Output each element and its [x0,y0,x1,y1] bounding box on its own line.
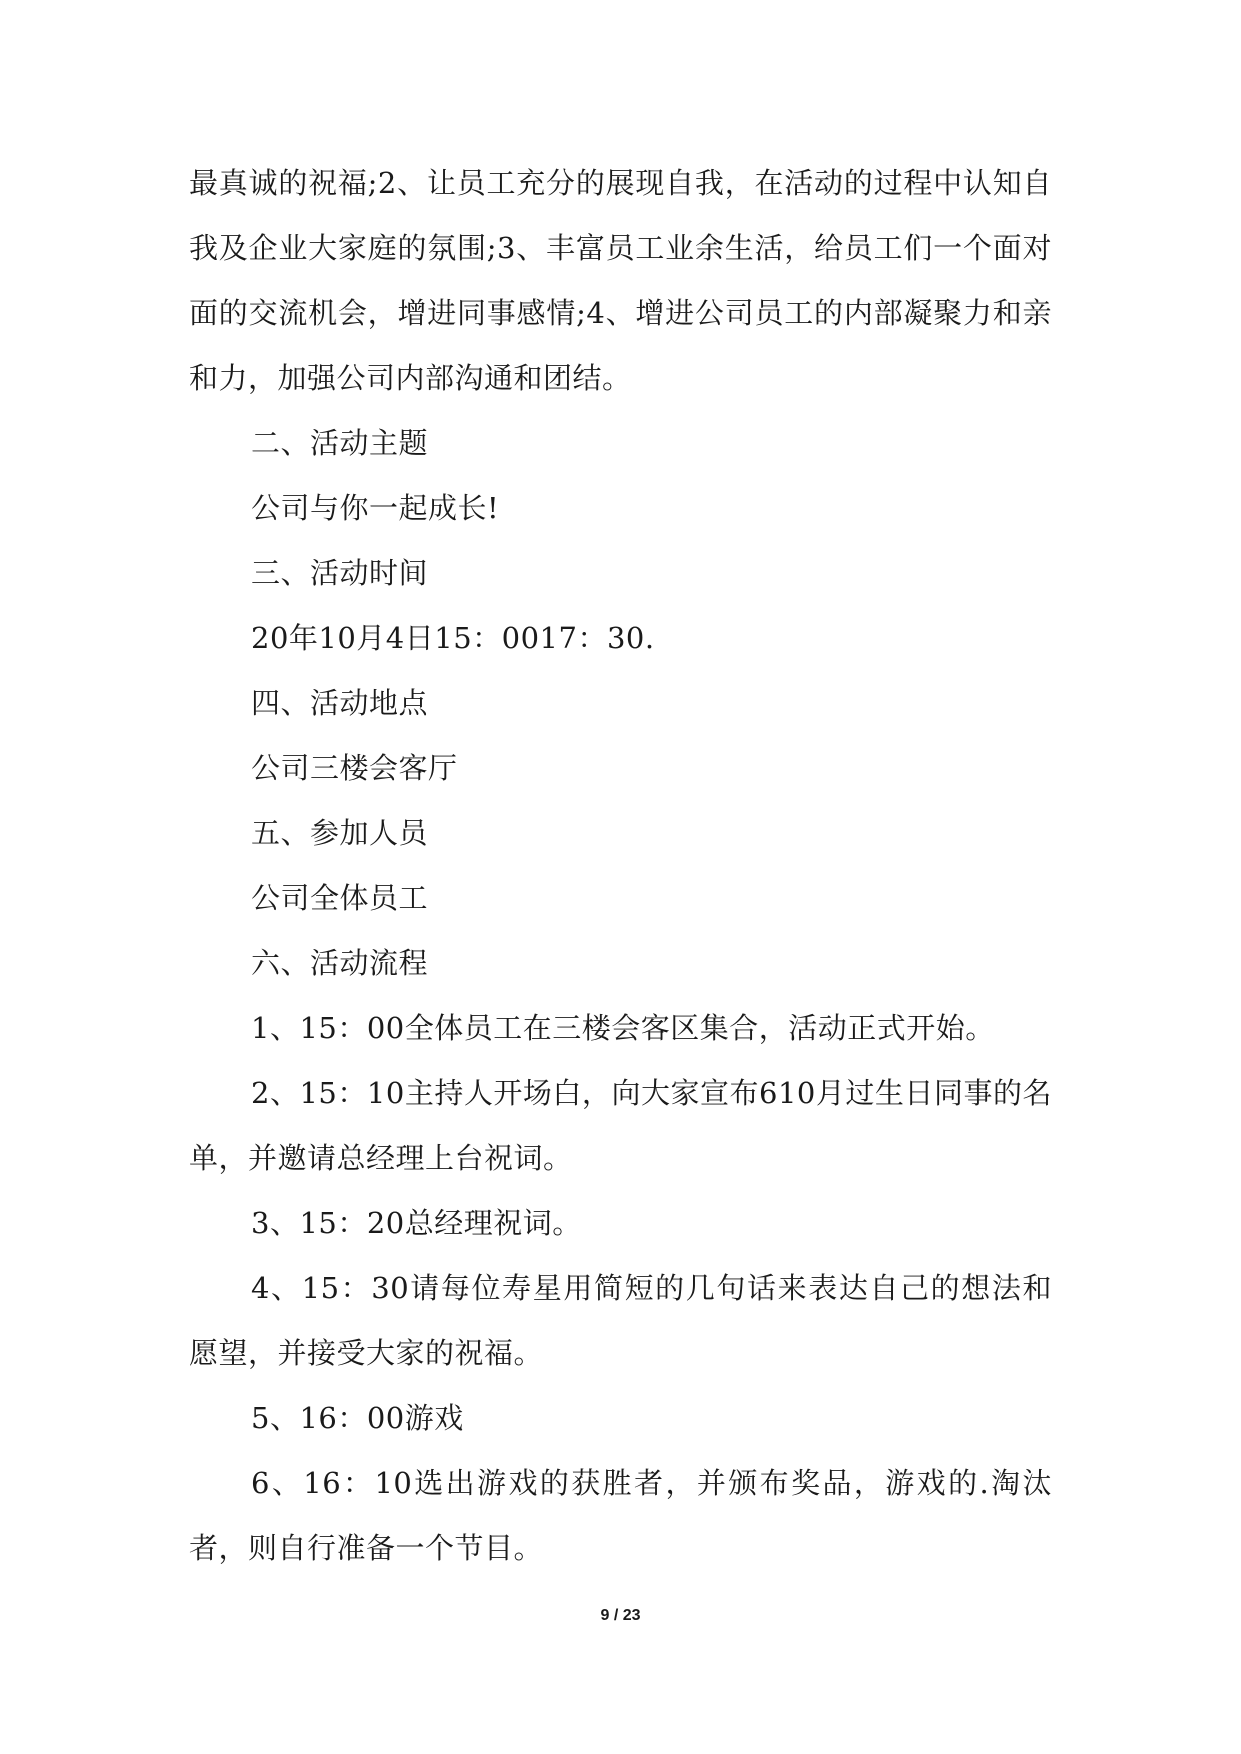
document-body [189,151,1052,1581]
section-heading-time: 三、活动时间 [251,556,429,590]
paragraph-location: 公司三楼会客厅 [251,751,458,785]
process-step-5: 5、16：00游戏 [251,1401,464,1435]
page-number: 9 / 23 [600,1607,641,1624]
section-heading-theme: 二、活动主题 [251,426,429,460]
process-step-4: 4、15：30请每位寿星用简短的几句话来表达自己的想法和愿望，并接受大家的祝福。 [189,1271,1052,1370]
section-heading-location: 四、活动地点 [251,686,429,720]
paragraph-time: 20年10月4日15：0017：30. [251,621,655,655]
section-heading-participants: 五、参加人员 [251,816,429,850]
paragraph-participants: 公司全体员工 [251,881,429,915]
process-step-1: 1、15：00全体员工在三楼会客区集合，活动正式开始。 [251,1011,995,1045]
paragraph-theme: 公司与你一起成长! [251,491,500,525]
process-step-6: 6、16：10选出游戏的获胜者，并颁布奖品，游戏的.淘汰者，则自行准备一个节目。 [189,1466,1052,1565]
section-heading-process: 六、活动流程 [251,946,429,980]
process-step-2: 2、15：10主持人开场白，向大家宣布610月过生日同事的名单，并邀请总经理上台祝词。 [189,1076,1052,1175]
process-step-3: 3、15：20总经理祝词。 [251,1206,582,1240]
paragraph-intro: 最真诚的祝福;2、让员工充分的展现自我，在活动的过程中认知自我及企业大家庭的氛围;3、丰富员工业余生活，给员工们一个面对面的交流机会，增进同事感情;4、增进公司员工的内部凝聚力和亲和力，加强公司内部沟通和团结。 [189,166,1052,395]
